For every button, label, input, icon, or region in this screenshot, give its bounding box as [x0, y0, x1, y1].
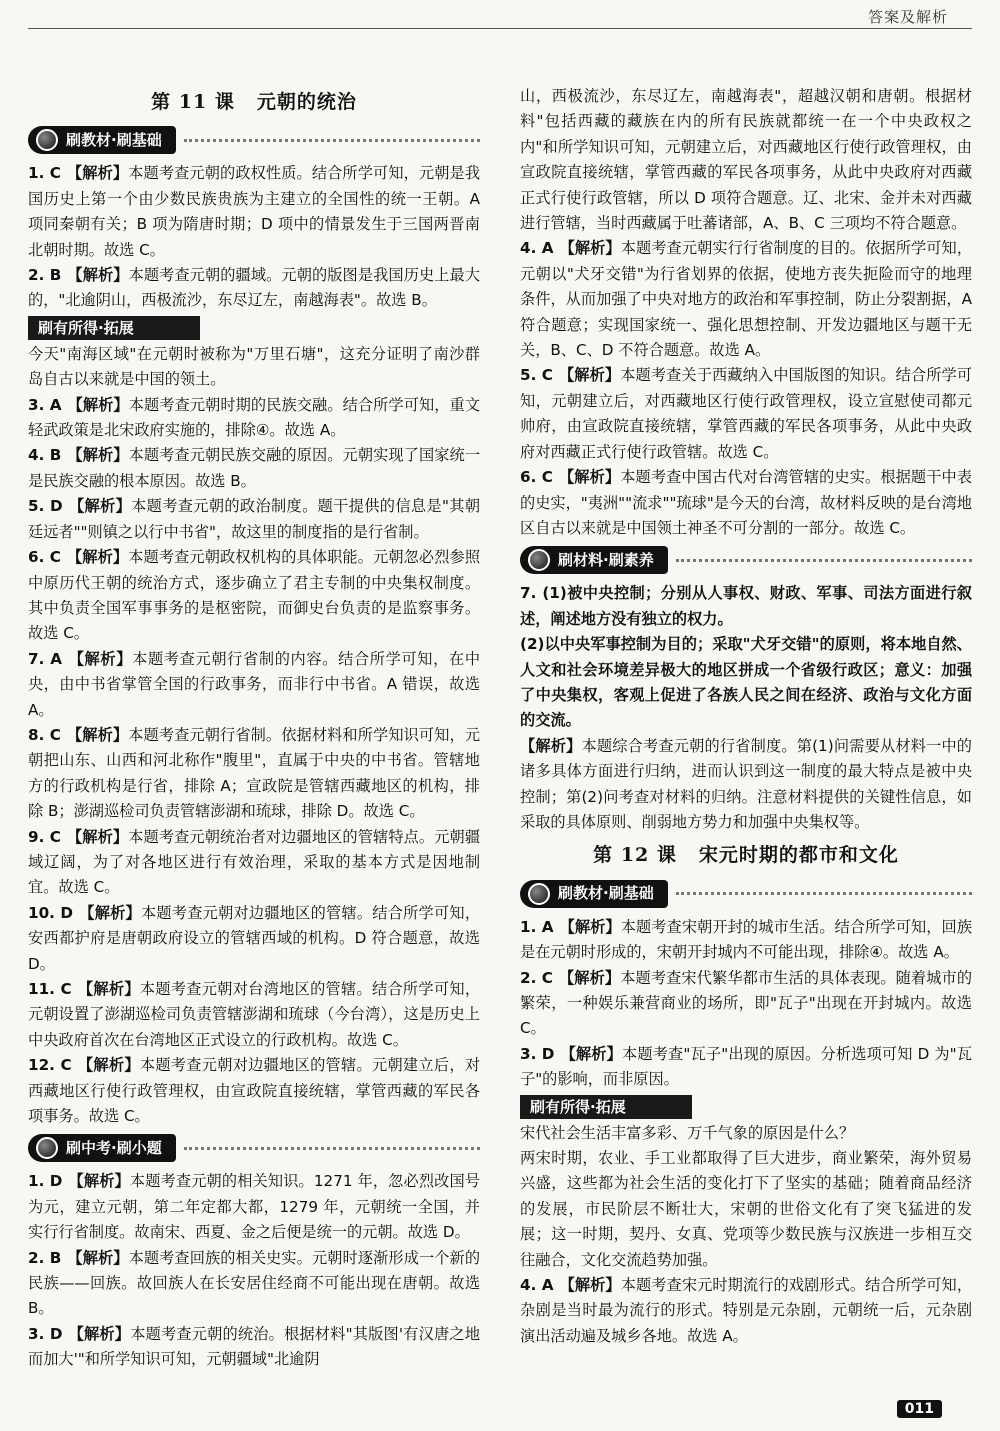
lesson-11-name: 元朝的统治: [256, 91, 357, 113]
answer-number: 7. A: [28, 649, 63, 668]
banner-ball-icon: [36, 1137, 58, 1159]
answer-text: 本题考查元朝民族交融的原因。元朝实现了国家统一是民族交融的根本原因。故选 B。: [28, 446, 481, 490]
answer-number: 1. D: [28, 1172, 63, 1191]
answer-item: [28, 1246, 480, 1322]
answer-continuation: 山，西极流沙，东尽辽左，南越海表"，超越汉朝和唐朝。根据材料"包括西藏的藏族在内的所有民族就都统一在一个中央政权之内"和所学知识可知，元朝建立后，对西藏地区行使行政管理权，由宣政院直接统辖，掌管西藏的军民各项事务，从此中央政府对西藏正式行使行政管辖，所以 D 项符合题意。辽、北宋、金并未对西藏进行管辖，当时西藏属于吐蕃诸部，A、B、C 三项均不符合题意。: [520, 87, 972, 233]
answer-number: 2. B: [28, 1248, 62, 1267]
answer-item: [520, 465, 972, 541]
answer-list-exam: [28, 1169, 480, 1372]
analysis-tag: 【解析】: [559, 239, 621, 258]
answer-item: [28, 1053, 480, 1129]
answer-text: 本题考查元朝的相关知识。1271 年，忽必烈改国号为元，建立元朝，第二年定都大都，1279 年，元朝统一全国，并实行行省制度。故南宋、西夏、金之后便是统一的元朝。故选 D。: [28, 1172, 481, 1242]
answer-item: [28, 494, 480, 545]
answer-item: [28, 977, 480, 1053]
banner-ball-icon: [528, 549, 550, 571]
answer-text: 本题考查元朝时期的民族交融。结合所学可知，重文轻武政策是北宋政府实施的，排除④。故选 A。: [28, 395, 481, 440]
running-header: 答案及解析: [867, 8, 948, 26]
answer-number: 3. A: [28, 395, 62, 414]
answer-number: 11. C: [28, 980, 72, 998]
analysis-tag: 【解析】: [77, 980, 140, 998]
banner-ball-icon: [528, 883, 550, 905]
analysis-tag: 【解析】: [558, 366, 621, 385]
answer-text: 本题考查中国古代对台湾管辖的史实。根据题干中表的史实，"夷洲""流求""琉球"是今天的台湾，故材料反映的是台湾地区自古以来就是中国领土神圣不可分割的一部分。故选 C。: [520, 468, 973, 537]
analysis-tag: 【解析】: [67, 1248, 129, 1267]
page-number: 011: [897, 1400, 942, 1418]
extension-text: 今天"南海区域"在元朝时被称为"万里石塘"，这充分证明了南沙群岛自古以来就是中国的领土。: [28, 344, 480, 389]
lesson-12-title: [520, 843, 972, 868]
answer-text: 本题考查宋元时期流行的戏剧形式。结合所学可知，杂剧是当时最为流行的形式。特别是元杂剧，元朝统一后，元杂剧演出活动遍及城乡各地。故选 A。: [520, 1276, 973, 1345]
answer-text: 本题考查回族的相关史实。元朝时逐渐形成一个新的民族——回族。故回族人在长安居住经商不可能出现在唐朝。故选 B。: [28, 1248, 481, 1318]
answer-item: [28, 393, 480, 444]
answer-text: 本题考查元朝的政权性质。结合所学可知，元朝是我国历史上第一个由少数民族贵族为主建立的全国性的统一王朝。A 项同秦朝有关；B 项为隋唐时期；D 项中的情景发生于三国两晋南北朝时期。故选 C。: [28, 164, 481, 259]
answer-number: 4. A: [520, 1276, 554, 1295]
answer-item: [520, 363, 972, 465]
answer-text: 本题考查宋代繁华都市生活的具体表现。随着城市的繁荣，一种娱乐兼营商业的场所，即"瓦子"出现在开封城内。故选 C。: [520, 968, 973, 1038]
analysis-tag: 【解析】: [559, 1276, 621, 1295]
analysis-tag: 【解析】: [560, 1044, 622, 1063]
lesson-12-name: 宋元时期的都市和文化: [698, 844, 899, 867]
analysis-tag: 【解析】: [68, 1324, 131, 1343]
answer-number: 2. C: [520, 968, 553, 987]
analysis-tag: 【解析】: [79, 903, 141, 922]
analysis-tag: 【解析】: [66, 548, 129, 567]
answer-text: 本题考查"瓦子"出现的原因。分析选项可知 D 为"瓦子"的影响，而非原因。: [520, 1044, 973, 1089]
analysis-tag: 【解析】: [68, 497, 132, 516]
answer-item: [28, 443, 480, 494]
answer-item: [28, 545, 480, 647]
answer-text: 本题考查元朝对边疆地区的管辖。元朝建立后，对西藏地区行使行政管理权，由宣政院直接统辖，掌管西藏的军民各项事务。故选 C。: [28, 1056, 481, 1126]
section-banner-material: 刷材料·刷素养: [520, 545, 972, 575]
answer-list-basic-2: [28, 393, 480, 1130]
banner-dotted-line: [676, 892, 972, 895]
banner-dotted-line: [676, 559, 972, 562]
answer-item: [28, 263, 480, 314]
answer-text: 本题考查元朝行省制的内容。结合所学可知，在中央，由中书省掌管全国的行政事务，而非行中书省。A 错误，故选 A。: [28, 649, 481, 719]
right-column: [520, 84, 972, 1349]
q7-analysis: 【解析】本题综合考查元朝的行省制度。第(1)问需要从材料一中的诸多具体方面进行归纳，进而认识到这一制度的最大特点是被中央控制；第(2)问考查对材料的归纳。注意材料提供的关键性信息，如采取的具体原则、削弱地方势力和加强中央集权等。: [520, 736, 972, 831]
answer-number: 6. C: [520, 468, 553, 487]
answer-item: [520, 1042, 972, 1093]
answer-text: 本题考查元朝的疆域。元朝的版图是我国历史上最大的，"北逾阴山，西极流沙，东尽辽左，南越海表"。故选 B。: [28, 266, 481, 310]
answer-item: [28, 825, 480, 901]
answer-number: 3. D: [28, 1324, 63, 1343]
analysis-tag: 【解析】: [67, 266, 129, 285]
answer-number: 1. A: [520, 917, 554, 936]
extension-label: 刷有所得·拓展: [28, 316, 200, 340]
left-column: [28, 86, 480, 1373]
answer-number: 4. A: [520, 239, 554, 258]
banner-dotted-line: [184, 1147, 480, 1150]
header-rule: [28, 28, 972, 29]
answer-number: 2. B: [28, 266, 62, 285]
answer-text: 本题考查宋朝开封的城市生活。结合所学可知，回族是在元朝时形成的，宋朝开封城内不可能出现，排除④。故选 A。: [520, 917, 973, 962]
answer-text: 本题考查元朝统治者对边疆地区的管辖特点。元朝疆域辽阔，为了对各地区进行有效治理，采取的基本方式是因地制宜。故选 C。: [28, 827, 481, 897]
answer-list-lesson12-more: [520, 1273, 972, 1349]
analysis-tag: 【解析】: [68, 1172, 130, 1191]
answer-item: [28, 1169, 480, 1245]
q7-answer-2: (2)以中央军事控制为目的；采取"犬牙交错"的原则，将本地自然、人文和社会环境差异极大的地区拼成一个省级行政区；意义：加强了中央集权，客观上促进了各族人民之间在经济、政治与文化方面的交流。: [520, 635, 972, 730]
answer-text: 本题考查元朝行省制。依据材料和所学知识可知，元朝把山东、山西和河北称作"腹里"，直属于中央的中书省。管辖地方的行政机构是行省，排除 A；宣政院是管辖西藏地区的机构，排除 B；澎湖巡检司负责管辖澎湖和琉球，排除 D。故选 C。: [28, 725, 481, 821]
answer-text: 本题考查元朝对台湾地区的管辖。结合所学可知，元朝设置了澎湖巡检司负责管辖澎湖和琉球（今台湾），这是历史上中央政府首次在台湾地区正式设立的行政机构。故选 C。: [28, 980, 481, 1049]
analysis-tag: 【解析】: [67, 395, 129, 414]
answer-text: 本题考查元朝的统治。根据材料"其版图'有汉唐之地而加大'"和所学知识可知，元朝疆域"北逾阴: [28, 1324, 481, 1369]
analysis-tag: 【解析】: [68, 649, 133, 668]
answer-item: [28, 161, 480, 263]
answer-list-basic-1: [28, 161, 480, 313]
answer-item: [28, 647, 480, 723]
analysis-tag: 【解析】: [66, 725, 129, 744]
analysis-tag: 【解析】: [559, 917, 621, 936]
analysis-tag: 【解析】: [67, 446, 129, 465]
answer-number: 4. B: [28, 446, 62, 465]
answer-number: 8. C: [28, 725, 61, 744]
section-banner-textbook: 刷教材·刷基础: [28, 125, 480, 155]
answer-text: 本题考查元朝政权机构的具体职能。元朝忽必烈参照中原历代王朝的统治方式，逐步确立了君主专制的中央集权制度。其中负责全国军事事务的是枢密院，而御史台负责的是监察事务。故选 C。: [28, 548, 481, 643]
lesson-12-number: 第 12 课: [593, 844, 677, 867]
answer-item: [520, 915, 972, 966]
answer-number: 5. D: [28, 497, 63, 516]
answer-item: [28, 723, 480, 825]
extension-label-2: 刷有所得·拓展: [520, 1095, 692, 1119]
extension-text-2: 两宋时期，农业、手工业都取得了巨大进步，商业繁荣，海外贸易兴盛，这些都为社会生活的变化打下了坚实的基础；随着商品经济的发展，市民阶层不断壮大，宋朝的世俗文化有了突飞猛进的发展；这一时期，契丹、女真、党项等少数民族与汉族进一步相互交往融合，文化交流趋势加强。: [520, 1149, 972, 1269]
analysis-tag: 【解析】: [66, 164, 129, 183]
analysis-tag: 【解析】: [558, 968, 621, 987]
answer-text: 本题考查元朝的政治制度。题干提供的信息是"其朝廷远者""则镇之以行中书省"，故这里的制度指的是行省制。: [28, 497, 481, 541]
answer-item: [28, 1322, 480, 1373]
section-banner-textbook-2: 刷教材·刷基础: [520, 879, 972, 909]
answer-number: 10. D: [28, 903, 74, 922]
section-banner-exam: 刷中考·刷小题: [28, 1133, 480, 1163]
analysis-tag: 【解析】: [77, 1056, 140, 1075]
lesson-11-number: 第 11 课: [151, 91, 235, 113]
answer-number: 1. C: [28, 164, 61, 183]
answer-list-lesson12: [520, 915, 972, 1093]
answer-item: [28, 901, 480, 977]
answer-number: 5. C: [520, 366, 553, 385]
analysis-tag: 【解析】: [558, 468, 621, 487]
banner-dotted-line: [184, 139, 480, 142]
answer-text: 本题考查关于西藏纳入中国版图的知识。结合所学可知，元朝建立后，对西藏地区行使行政管理权，设立宣慰使司都元帅府，由宣政院直接统辖，掌管西藏的军民各项事务，从此中央政府对西藏正式行使行政管辖。故选 C。: [520, 366, 973, 461]
banner-ball-icon: [36, 129, 58, 151]
answer-item: [520, 236, 972, 363]
answer-number: 6. C: [28, 548, 61, 567]
answer-number: 3. D: [520, 1044, 555, 1063]
answer-list-exam-continued: [520, 236, 972, 541]
extension-question: 宋代社会生活丰富多彩、万千气象的原因是什么？: [520, 1123, 855, 1142]
answer-number: 12. C: [28, 1056, 72, 1075]
q7-answer-1: 7. (1)被中央控制；分别从人事权、财政、军事、司法方面进行叙述，阐述地方没有独立的权力。: [520, 584, 972, 628]
answer-text: 本题考查元朝对边疆地区的管辖。结合所学可知，安西都护府是唐朝政府设立的管辖西域的机构。D 符合题意，故选 D。: [28, 903, 481, 973]
lesson-11-title: [28, 90, 480, 115]
answer-item: [520, 966, 972, 1042]
analysis-tag: 【解析】: [66, 827, 129, 846]
answer-number: 9. C: [28, 827, 61, 846]
answer-item: [520, 1273, 972, 1349]
answer-text: 本题考查元朝实行行省制度的目的。依据所学可知，元朝以"犬牙交错"为行省划界的依据，使地方丧失扼险而守的地理条件，从而加强了中央对地方的政治和军事控制，防止分裂割据，A 符合题意；实现国家统一、强化思想控制、开发边疆地区与题干无关，B、C、D 不符合题意。故选 A。: [520, 239, 973, 360]
